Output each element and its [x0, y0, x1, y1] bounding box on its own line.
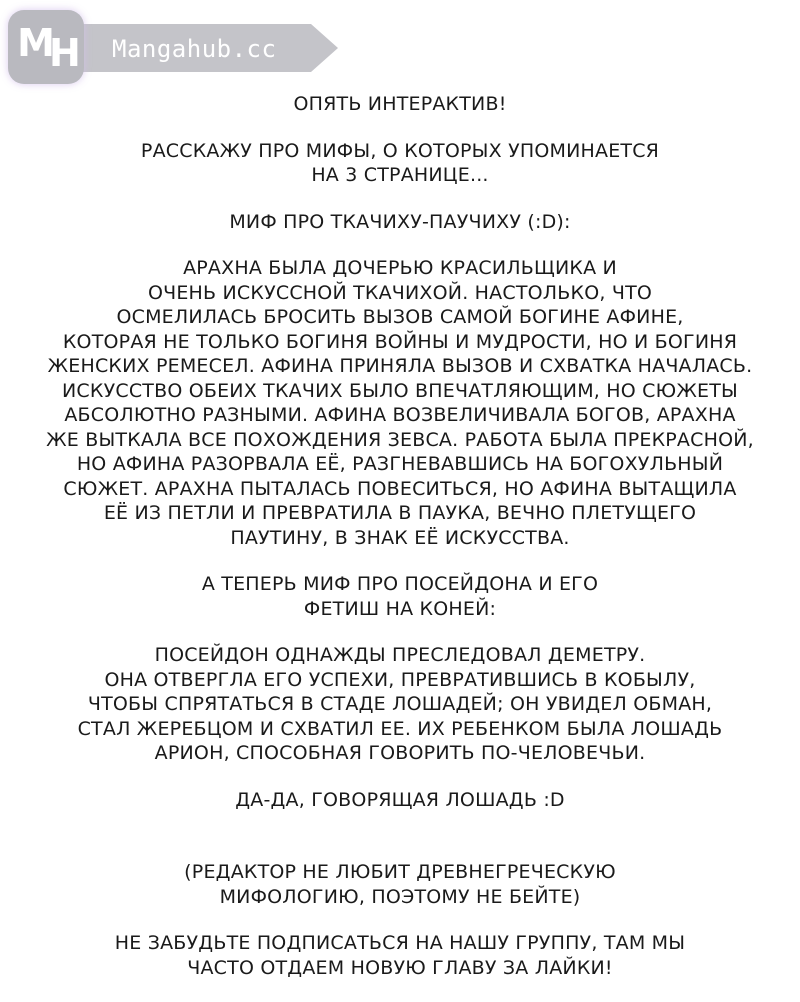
- text-line: АРАХНА БЫЛА ДОЧЕРЬЮ КРАСИЛЬЩИКА И: [183, 257, 617, 279]
- logo-letter-m: M: [17, 21, 49, 65]
- text-paragraph: [0, 256, 800, 550]
- page-text: [0, 92, 800, 1002]
- text-line: ОНА ОТВЕРГЛА ЕГО УСПЕХИ, ПРЕВРАТИВШИСЬ В КОБЫЛУ,: [104, 668, 696, 691]
- text-line: НО АФИНА РАЗОРВАЛА ЕЁ, РАЗГНЕВАВШИСЬ НА БОГОХУЛЬНЫЙ: [76, 453, 724, 475]
- text-line: ЧАСТО ОТДАЕМ НОВУЮ ГЛАВУ ЗА ЛАЙКИ!: [187, 956, 613, 979]
- mangahub-logo: [8, 10, 84, 84]
- text-line: НЕ ЗАБУДЬТЕ ПОДПИСАТЬСЯ НА НАШУ ГРУППУ, ТАМ МЫ: [114, 932, 686, 954]
- text-paragraph: [0, 210, 800, 235]
- text-paragraph: [0, 643, 800, 766]
- text-line: КОТОРАЯ НЕ ТОЛЬКО БОГИНЯ ВОЙНЫ И МУДРОСТИ, НО И БОГИНЯ: [62, 330, 738, 353]
- text-paragraph: [0, 931, 800, 980]
- text-paragraph: [0, 860, 800, 909]
- text-line: НА 3 СТРАНИЦЕ...: [311, 164, 489, 186]
- text-line: ПОСЕЙДОН ОДНАЖДЫ ПРЕСЛЕДОВАЛ ДЕМЕТРУ.: [154, 644, 646, 666]
- text-line: ЖЕНСКИХ РЕМЕСЕЛ. АФИНА ПРИНЯЛА ВЫЗОВ И СХВАТКА НАЧАЛАСЬ.: [47, 355, 753, 377]
- text-line: ЧТОБЫ СПРЯТАТЬСЯ В СТАДЕ ЛОШАДЕЙ; ОН УВИДЕЛ ОБМАН,: [87, 693, 713, 715]
- text-line: ИСКУССТВО ОБЕИХ ТКАЧИХ БЫЛО ВПЕЧАТЛЯЮЩИМ, НО СЮЖЕТЫ: [62, 379, 738, 402]
- text-line: АБСОЛЮТНО РАЗНЫМИ. АФИНА ВОЗВЕЛИЧИВАЛА БОГОВ, АРАХНА: [64, 404, 736, 426]
- text-line: А ТЕПЕРЬ МИФ ПРО ПОСЕЙДОНА И ЕГО: [201, 573, 599, 595]
- text-line: СТАЛ ЖЕРЕБЦОМ И СХВАТИЛ ЕЕ. ИХ РЕБЕНКОМ БЫЛА ЛОШАДЬ: [77, 717, 723, 740]
- text-paragraph: [0, 139, 800, 188]
- text-line: РАССКАЖУ ПРО МИФЫ, О КОТОРЫХ УПОМИНАЕТСЯ: [140, 139, 660, 162]
- text-line: ДА-ДА, ГОВОРЯЩАЯ ЛОШАДЬ :D: [235, 788, 565, 811]
- text-line: ОПЯТЬ ИНТЕРАКТИВ!: [293, 93, 507, 115]
- text-line: МИФОЛОГИЮ, ПОЭТОМУ НЕ БЕЙТЕ): [219, 885, 581, 908]
- text-line: МИФ ПРО ТКАЧИХУ-ПАУЧИХУ (:D):: [229, 210, 571, 233]
- text-line: СЮЖЕТ. АРАХНА ПЫТАЛАСЬ ПОВЕСИТЬСЯ, НО АФИНА ВЫТАЩИЛА: [63, 477, 737, 500]
- logo-letter-h: H: [49, 31, 75, 75]
- text-line: (РЕДАКТОР НЕ ЛЮБИТ ДРЕВНЕГРЕЧЕСКУЮ: [184, 861, 616, 883]
- text-line: АРИОН, СПОСОБНАЯ ГОВОРИТЬ ПО-ЧЕЛОВЕЧЬИ.: [154, 742, 646, 764]
- text-paragraph: [0, 92, 800, 117]
- text-line: ОЧЕНЬ ИСКУССНОЙ ТКАЧИХОЙ. НАСТОЛЬКО, ЧТО: [147, 281, 653, 304]
- text-line: ЖЕ ВЫТКАЛА ВСЕ ПОХОЖДЕНИЯ ЗЕВСА. РАБОТА БЫЛА ПРЕКРАСНОЙ,: [46, 428, 754, 451]
- text-paragraph: [0, 788, 800, 813]
- text-line: ПАУТИНУ, В ЗНАК ЕЁ ИСКУССТВА.: [230, 526, 570, 549]
- text-line: ОСМЕЛИЛАСЬ БРОСИТЬ ВЫЗОВ САМОЙ БОГИНЕ АФИНЕ,: [116, 306, 684, 328]
- watermark-site-name: Mangahub.cc: [112, 35, 277, 63]
- text-paragraph: [0, 572, 800, 621]
- text-line: ФЕТИШ НА КОНЕЙ:: [303, 597, 497, 620]
- text-line: ЕЁ ИЗ ПЕТЛИ И ПРЕВРАТИЛА В ПАУКА, ВЕЧНО ПЛЕТУЩЕГО: [103, 502, 697, 524]
